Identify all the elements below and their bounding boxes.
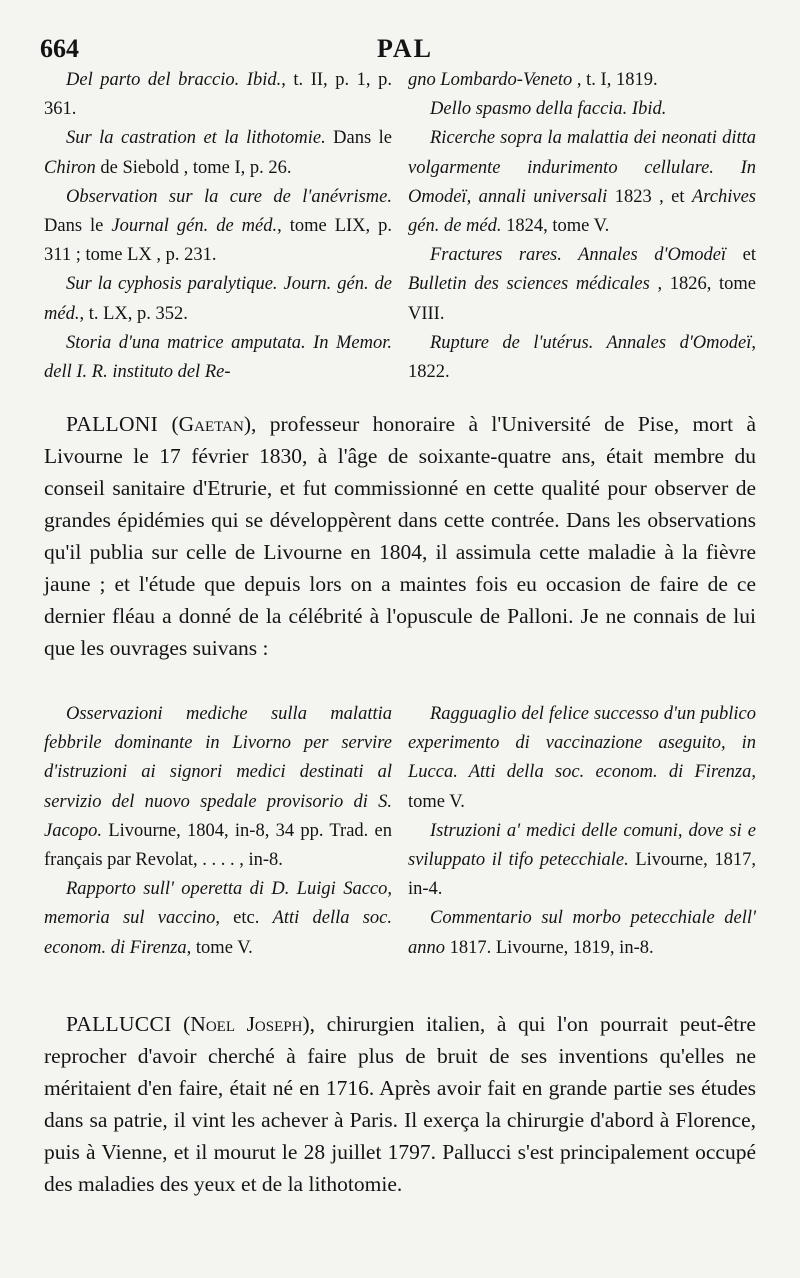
biography-text: ), chirurgien italien, à qui l'on pourrait peut-être reprocher d'avoir cherché à faire plus de bruit de ses inventions qu'elles ne méritaient d'en faire, était né en 1716. Après avoir fait en grande partie ses études dans sa patrie, il vint les achever à Paris. Il exerça la chirurgie d'abord à Florence, puis à Vienne, et il mourut le 28 juillet 1797. Pallucci s'est principalement occupé des maladies des yeux et de la lithotomie. — [44, 1012, 756, 1196]
entry-name: PALLUCCI — [66, 1012, 172, 1036]
bib-entry: Istruzioni a' medici delle comuni, dove si e sviluppato il tifo petecchiale. Livourne, 1817, in-4. — [408, 820, 756, 900]
bib-entry: Ricerche sopra la malattia dei neonati ditta volgarmente indurimento cellulare. In Omodeï, annali universali 1823 , et Archives gén. de méd. 1824, tome V. — [408, 128, 757, 237]
entry-name: PALLONI — [66, 412, 159, 436]
bib-entry: Ragguaglio del felice successo d'un publico experimento di vaccinazione aseguito, in Lucca. Atti della soc. econom. di Firenza, tome V. — [408, 704, 756, 812]
bibliography-column-left — [44, 700, 392, 1000]
bibliography-column-left — [44, 66, 392, 396]
bib-entry: Sur la castration et la lithotomie. Dans le Chiron de Siebold , tome I, p. 26. — [44, 128, 392, 178]
page-number: 664 — [40, 34, 79, 63]
bib-entry: Osservazioni mediche sulla malattia febbrile dominante in Livorno per servire d'istruzioni ai signori medici destinati al servizio del nuovo spedale provisorio di S. Jacopo. Livourne, 1804, in-8, 34 pp. Trad. en français par Revolat, . . . . , in-8. — [44, 704, 392, 871]
bib-entry: Del parto del braccio. Ibid., t. II, p. 1, p. 361. — [44, 70, 392, 120]
bib-entry: Dello spasmo della faccia. Ibid. — [430, 99, 667, 120]
page-header — [40, 34, 770, 64]
bib-entry: Sur la cyphosis paralytique. Journ. gén. de méd., t. LX, p. 352. — [44, 274, 392, 324]
bib-entry-continued: gno Lombardo-Veneto , t. I, 1819. — [408, 70, 658, 90]
biography-pallucci: PALLUCCI (Noel Joseph), chirurgien italien, à qui l'on pourrait peut-être reprocher d'avoir cherché à faire plus de bruit de ses inventions qu'elles ne méritaient d'en faire, était né en 1716. Après avoir fait en grande partie ses études dans sa patrie, il vint les achever à Paris. Il exerça la chirurgie d'abord à Florence, puis à Vienne, et il mourut le 28 juillet 1797. Pallucci s'est principalement occupé des maladies des yeux et de la lithotomie. — [44, 1012, 756, 1196]
bib-entry: Fractures rares. Annales d'Omodeï et Bulletin des sciences médicales , 1826, tome VIII. — [408, 245, 756, 324]
biography-text: ), professeur honoraire à l'Université de Pise, mort à Livourne le 17 février 1830, à l'âge de soixante-quatre ans, était membre du conseil sanitaire d'Etrurie, et fut commissionné en cette qualité pour observer de grandes épidémies qui se développèrent dans cette contrée. Dans les observations qu'il publia sur celle de Livourne en 1804, il assimula cette maladie à la fièvre jaune ; et l'étude que depuis lors on a maintes fois eu occasion de faire de ce dernier fléau a donné de la célébrité à l'opuscule de Palloni. Je ne connais de lui que les ouvrages suivans : — [44, 412, 756, 660]
bib-entry: Rupture de l'utérus. Annales d'Omodeï, 1822. — [408, 332, 756, 383]
entry-given-name: Noel Joseph — [190, 1012, 303, 1036]
bibliography-block-1 — [44, 66, 756, 396]
bib-entry: Commentario sul morbo petecchiale dell' anno 1817. Livourne, 1819, in-8. — [408, 908, 756, 958]
bibliography-block-2 — [44, 700, 756, 1000]
entry-given-name: Gaetan — [178, 412, 244, 436]
bib-entry: Observation sur la cure de l'anévrisme. Dans le Journal gén. de méd., tome LIX, p. 311 ; tome LX , p. 231. — [44, 186, 393, 266]
bibliography-column-right — [408, 700, 756, 1000]
bib-entry: Rapporto sull' operetta di D. Luigi Sacco, memoria sul vaccino, etc. Atti della soc. econom. di Firenza, tome V. — [44, 879, 393, 958]
running-title: PAL — [376, 34, 434, 63]
biography-palloni: PALLONI (Gaetan), professeur honoraire à l'Université de Pise, mort à Livourne le 17 février 1830, à l'âge de soixante-quatre ans, était membre du conseil sanitaire d'Etrurie, et fut commissionné en cette qualité pour observer de grandes épidémies qui se développèrent dans cette contrée. Dans les observations qu'il publia sur celle de Livourne en 1804, il assimula cette maladie à la fièvre jaune ; et l'étude que depuis lors on a maintes fois eu occasion de faire de ce dernier fléau a donné de la célébrité à l'opuscule de Palloni. Je ne connais de lui que les ouvrages suivans : — [44, 412, 756, 660]
bibliography-column-right — [408, 66, 756, 396]
bib-entry: Storia d'una matrice amputata. In Memor. dell I. R. instituto del Re- — [44, 332, 392, 383]
